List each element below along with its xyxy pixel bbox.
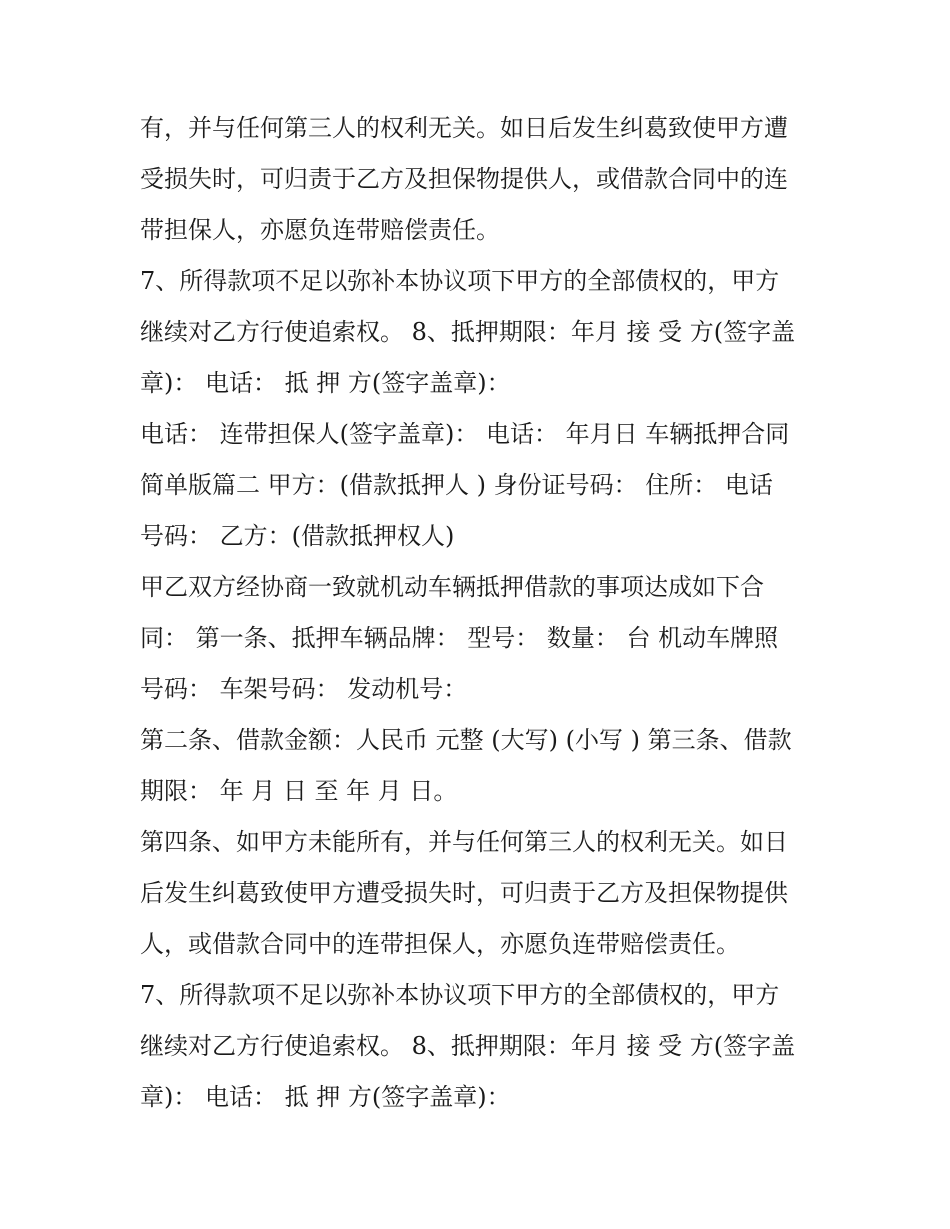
text-line: 章)： 电话： 抵 押 方(签字盖章)： — [140, 369, 511, 397]
paragraph — [140, 256, 820, 409]
paragraph — [140, 970, 820, 1123]
paragraph — [140, 715, 820, 817]
text-line: 第二条、借款金额：人民币 元整 (大写) (小写 ) 第三条、借款 — [140, 726, 792, 754]
text-line: 号码： 车架号码： 发动机号： — [140, 675, 468, 703]
text-line: 受损失时，可归责于乙方及担保物提供人，或借款合同中的连 — [140, 165, 788, 193]
text-line: 继续对乙方行使追索权。 8、抵押期限：年月 接 受 方(签字盖 — [140, 318, 796, 346]
text-line: 章)： 电话： 抵 押 方(签字盖章)： — [140, 1083, 511, 1111]
text-line: 后发生纠葛致使甲方遭受损失时，可归责于乙方及担保物提供 — [140, 879, 788, 907]
text-line: 同： 第一条、抵押车辆品牌： 型号： 数量： 台 机动车牌照 — [140, 624, 779, 652]
text-line: 简单版篇二 甲方：(借款抵押人 ) 身份证号码： 住所： 电话 — [140, 471, 773, 499]
paragraph — [140, 562, 820, 715]
paragraph — [140, 409, 820, 562]
paragraph — [140, 817, 820, 970]
text-line: 电话： 连带担保人(签字盖章)： 电话： 年月日 车辆抵押合同 — [140, 420, 790, 448]
text-line: 7、所得款项不足以弥补本协议项下甲方的全部债权的，甲方 — [140, 981, 780, 1009]
document-body — [140, 103, 820, 1123]
text-line: 人，或借款合同中的连带担保人，亦愿负连带赔偿责任。 — [140, 930, 740, 958]
text-line: 第四条、如甲方未能所有，并与任何第三人的权利无关。如日 — [140, 828, 788, 856]
paragraph — [140, 103, 820, 256]
text-line: 期限： 年 月 日 至 年 月 日。 — [140, 777, 458, 805]
text-line: 继续对乙方行使追索权。 8、抵押期限：年月 接 受 方(签字盖 — [140, 1032, 796, 1060]
text-line: 号码： 乙方：(借款抵押权人) — [140, 522, 455, 550]
text-line: 带担保人，亦愿负连带赔偿责任。 — [140, 216, 500, 244]
text-line: 甲乙双方经协商一致就机动车辆抵押借款的事项达成如下合 — [140, 573, 764, 601]
text-line: 有，并与任何第三人的权利无关。如日后发生纠葛致使甲方遭 — [140, 114, 788, 142]
text-line: 7、所得款项不足以弥补本协议项下甲方的全部债权的，甲方 — [140, 267, 780, 295]
